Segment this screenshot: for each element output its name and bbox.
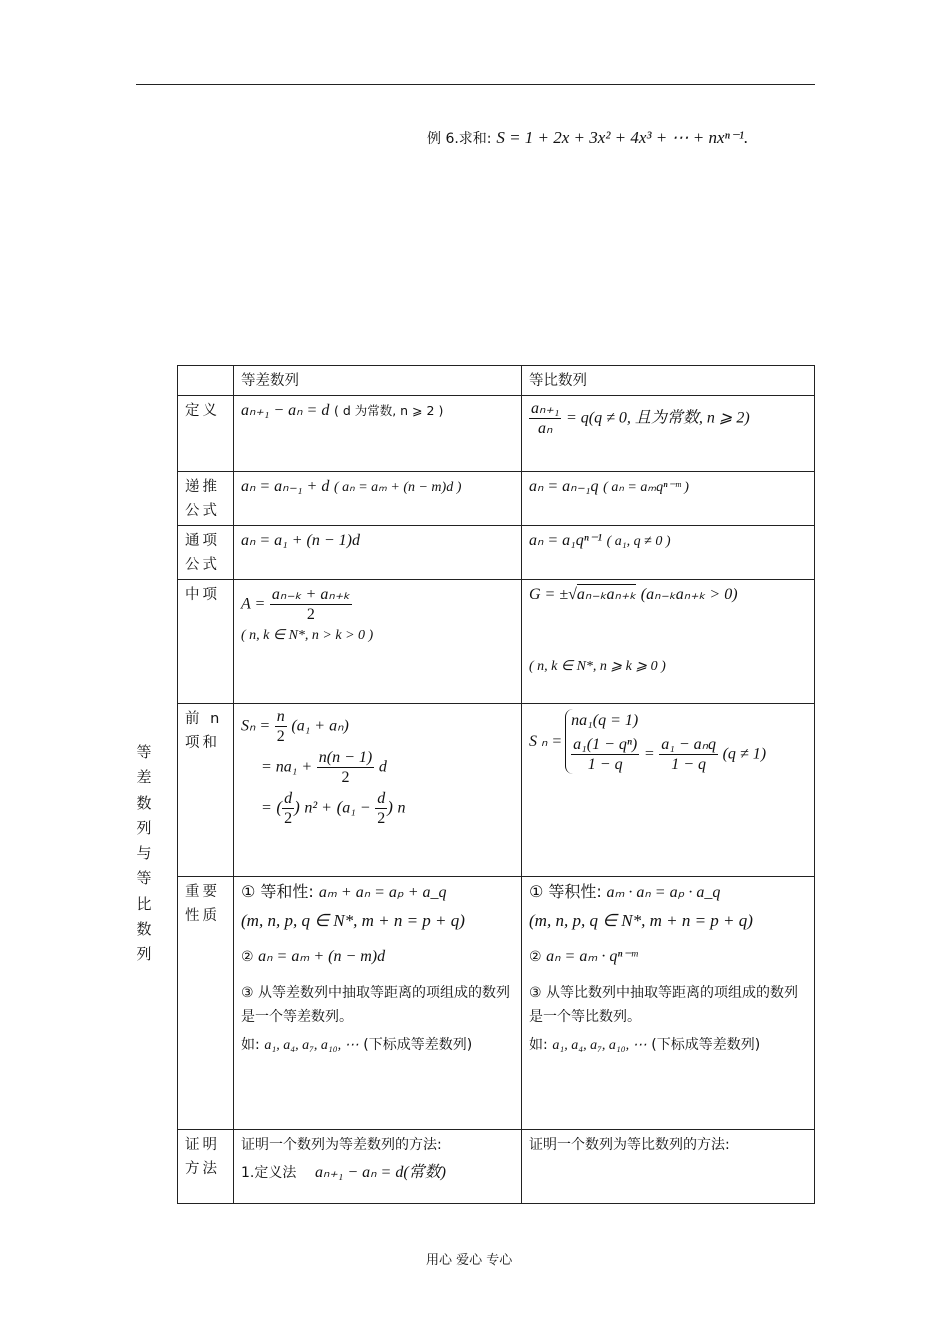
- sum-arith: Sₙ = $\frac{n}{2}$ (a₁ + aₙ) = na₁ + $\frac{n(n - 1)}{2}$ d = ( $\frac{d}{2}$ ) n² + (a₁ − $\frac{d}{2}$ ) n: [234, 704, 522, 877]
- row-label-proof: 证明方法: [178, 1130, 234, 1204]
- sum-arith-l3-frac2: [375, 789, 387, 828]
- definition-geom-fraction: [529, 399, 561, 438]
- properties-arith: [234, 877, 522, 1130]
- example-6: [427, 128, 748, 148]
- col-header-geom: 等比数列: [522, 366, 815, 396]
- prop-arith-p4-seq: a₁, a₄, a₇, a₁₀, ⋯: [264, 1038, 359, 1053]
- sum-arith-l1-den: 2: [276, 728, 285, 745]
- prop-arith-p1-cond: (m, n, p, q ∈ N*, m + n = p + q): [241, 911, 465, 930]
- proof-geom: [522, 1130, 815, 1204]
- prop-arith-p1: ① 等和性:: [241, 882, 314, 901]
- middle-geom-note: ( n, k ∈ N*, n ⩾ k ⩾ 0 ): [529, 659, 666, 674]
- sum-arith-l2-num: n(n − 1): [318, 749, 373, 766]
- middle-geom-cond: (aₙ₋ₖaₙ₊ₖ > 0): [640, 586, 738, 603]
- sum-arith-l1-lhs: Sₙ =: [241, 717, 271, 735]
- sum-arith-l3-den2: 2: [377, 810, 386, 827]
- middle-term-geom: G = ±√aₙ₋ₖaₙ₊ₖ (aₙ₋ₖaₙ₊ₖ > 0) ( n, k ∈ N*, n ⩾ k ⩾ 0 ): [522, 580, 815, 704]
- proof-arith-title: 证明一个数列为等差数列的方法:: [241, 1137, 442, 1153]
- header-rule: [136, 84, 815, 85]
- prop-arith-p4-a: 如:: [241, 1037, 260, 1053]
- side-label: [134, 740, 154, 968]
- side-label-char: 数: [136, 920, 152, 939]
- definition-geom: [522, 396, 815, 472]
- general-term-arith-formula: aₙ = a₁ + (n − 1)d: [241, 532, 360, 549]
- general-term-arith: [234, 526, 522, 580]
- definition-geom-den: aₙ: [538, 420, 553, 437]
- definition-geom-num: aₙ₊₁: [531, 400, 560, 417]
- prop-geom-p3: ③ 从等比数列中抽取等距离的项组成的数列是一个等比数列。: [529, 985, 798, 1025]
- middle-arith-fraction: [270, 585, 352, 624]
- sum-geom-case2-num: a₁(1 − qⁿ): [573, 736, 638, 753]
- row-label-recursion: 递推公式: [178, 472, 234, 526]
- row-label-general-term: 通项公式: [178, 526, 234, 580]
- recursion-arith-formula: aₙ = aₙ₋₁ + d: [241, 478, 330, 495]
- properties-geom: [522, 877, 815, 1130]
- prop-geom-p4-b: (下标成等差数列): [651, 1037, 761, 1053]
- sum-arith-l2-den: 2: [341, 769, 350, 786]
- prop-geom-p2-mark: ②: [529, 949, 542, 965]
- recursion-arith-note: ( aₙ = aₘ + (n − m)d ): [333, 480, 462, 495]
- side-label-char: 比: [136, 894, 152, 913]
- proof-arith-m1-formula: aₙ₊₁ − aₙ = d(常数): [314, 1164, 446, 1181]
- sum-arith-l1-rest: (a₁ + aₙ): [291, 717, 349, 735]
- proof-geom-title: 证明一个数列为等比数列的方法:: [529, 1137, 730, 1153]
- row-label-sum: 前 n 项和: [178, 704, 234, 877]
- prop-geom-p4-seq: a₁, a₄, a₇, a₁₀, ⋯: [552, 1038, 647, 1053]
- row-label-properties: 重要性质: [178, 877, 234, 1130]
- recursion-geom-note: ( aₙ = aₘqⁿ⁻ᵐ ): [603, 480, 689, 495]
- sum-arith-l3-frac1: [282, 789, 294, 828]
- side-label-char: 列: [136, 818, 152, 837]
- prop-geom-p1: ① 等积性:: [529, 882, 602, 901]
- sum-geom-case2-frac1: [571, 735, 639, 774]
- sum-arith-l3-den1: 2: [284, 810, 293, 827]
- page-footer: 用心 爱心 专心: [426, 1253, 513, 1268]
- proof-arith: [234, 1130, 522, 1204]
- example-label: 例 6.求和:: [427, 131, 492, 147]
- sum-geom-case2-cond: (q ≠ 1): [722, 745, 767, 763]
- sum-geom-case2-frac2: [659, 735, 718, 774]
- sum-arith-l1-num: n: [276, 708, 285, 725]
- sum-geom-cases: [565, 709, 766, 774]
- middle-arith-note: ( n, k ∈ N*, n > k > 0 ): [241, 628, 374, 643]
- prop-arith-p1-formula: aₘ + aₙ = aₚ + a_q: [318, 884, 447, 901]
- middle-arith-den: 2: [306, 606, 315, 623]
- general-term-geom: [522, 526, 815, 580]
- side-label-char: 等: [136, 743, 152, 761]
- general-term-geom-note: ( a₁, q ≠ 0 ): [606, 534, 671, 549]
- side-label-char: 差: [136, 768, 152, 787]
- col-header-arith: 等差数列: [234, 366, 522, 396]
- sum-geom: [522, 704, 815, 877]
- sequence-comparison-table: [177, 365, 815, 1204]
- side-label-char: 数: [136, 793, 152, 812]
- prop-geom-p1-cond: (m, n, p, q ∈ N*, m + n = p + q): [529, 911, 753, 930]
- corner-cell: [178, 366, 234, 396]
- row-label-middle-term: 中项: [178, 580, 234, 704]
- sum-geom-case2-num2: a₁ − aₙq: [661, 736, 716, 753]
- recursion-arith: [234, 472, 522, 526]
- sum-arith-l1-frac: [275, 707, 287, 746]
- sum-arith-l2-a: = na₁ +: [261, 758, 313, 776]
- general-term-geom-formula: aₙ = a₁qⁿ⁻¹: [529, 532, 603, 549]
- sum-geom-case1: na₁(q = 1): [571, 712, 639, 729]
- side-label-char: 与: [136, 844, 152, 863]
- prop-arith-p2: aₙ = aₘ + (n − m)d: [258, 948, 386, 965]
- sum-arith-l2-frac: [317, 748, 374, 787]
- definition-geom-rest: = q(q ≠ 0, 且为常数, n ⩾ 2): [566, 409, 750, 427]
- proof-arith-m1-a: 1.定义法: [241, 1165, 297, 1181]
- sum-geom-case2-den: 1 − q: [587, 756, 623, 773]
- recursion-geom-formula: aₙ = aₙ₋₁q: [529, 478, 599, 495]
- middle-arith-num: aₙ₋ₖ + aₙ₊ₖ: [271, 586, 350, 603]
- middle-arith-lhs: A =: [241, 595, 266, 613]
- sum-arith-l3-end: n: [397, 799, 406, 817]
- side-label-char: 等: [136, 869, 152, 888]
- sum-arith-l3-num1: d: [284, 790, 293, 807]
- sum-arith-l3-mid: n² +: [304, 799, 332, 817]
- definition-arith: [234, 396, 522, 472]
- example-formula: S = 1 + 2x + 3x² + 4x³ + ⋯ + nxⁿ⁻¹.: [496, 128, 749, 147]
- sum-geom-lhs: S ₙ =: [529, 732, 563, 750]
- sum-geom-case2-den2: 1 − q: [671, 756, 707, 773]
- middle-geom-sqrt: aₙ₋ₖaₙ₊ₖ: [576, 586, 637, 603]
- sum-arith-l2-b: d: [378, 758, 387, 776]
- sum-arith-l3-num2: d: [377, 790, 386, 807]
- prop-arith-p4-b: (下标成等差数列): [363, 1037, 473, 1053]
- prop-geom-p2: aₙ = aₘ · qⁿ⁻ᵐ: [546, 948, 638, 965]
- sum-arith-l3-a: =: [261, 799, 272, 817]
- prop-geom-p4-a: 如:: [529, 1037, 548, 1053]
- prop-geom-p1-formula: aₘ · aₙ = aₚ · a_q: [606, 884, 721, 901]
- row-label-definition: 定义: [178, 396, 234, 472]
- sum-geom-case2-eq: =: [643, 745, 655, 763]
- prop-arith-p2-mark: ②: [241, 949, 254, 965]
- sum-arith-l3-a1: a₁ −: [342, 799, 371, 817]
- definition-arith-formula: aₙ₊₁ − aₙ = d: [241, 402, 330, 419]
- recursion-geom: [522, 472, 815, 526]
- middle-term-arith: [234, 580, 522, 704]
- side-label-char: 列: [136, 945, 152, 964]
- prop-arith-p3: ③ 从等差数列中抽取等距离的项组成的数列是一个等差数列。: [241, 985, 510, 1025]
- middle-geom-lhs: G = ±: [529, 586, 569, 603]
- definition-arith-note: ( d 为常数, n ⩾ 2 ): [333, 403, 444, 418]
